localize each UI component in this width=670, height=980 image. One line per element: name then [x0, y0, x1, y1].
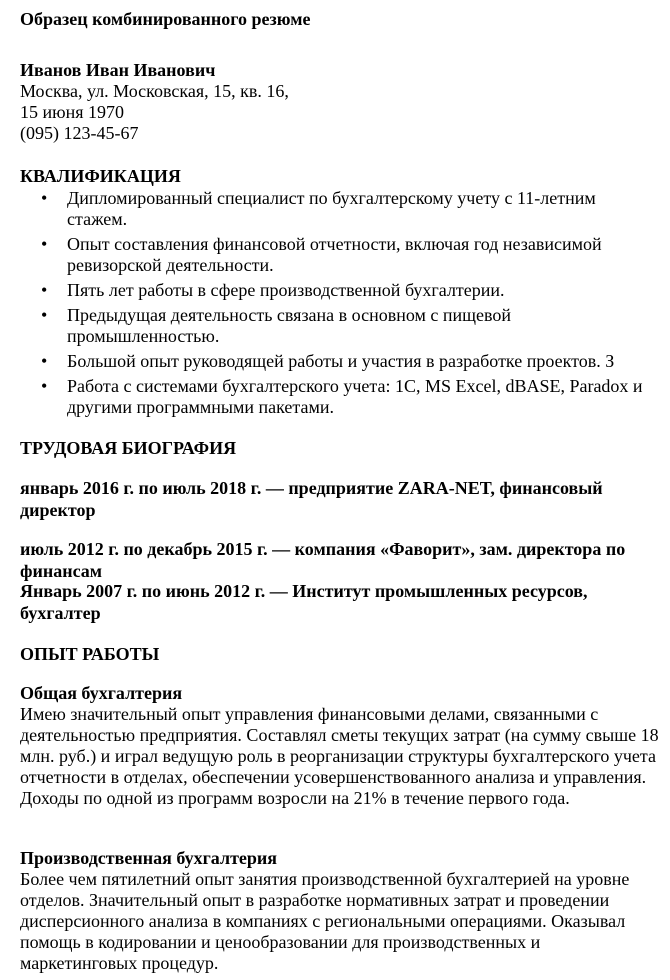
- document-title: Образец комбинированного резюме: [20, 9, 311, 29]
- address: Москва, ул. Московская, 15, кв. 16,: [20, 81, 289, 101]
- qualification-list: [20, 188, 650, 422]
- experience-heading: ОПЫТ РАБОТЫ: [20, 644, 160, 664]
- biography-entry: январь 2016 г. по июль 2018 г. — предприятие ZARA-NET, финансовый директор: [20, 478, 603, 520]
- personal-info: [20, 60, 289, 144]
- qualification-item: • Пять лет работы в сфере производственной бухгалтерии.: [20, 280, 650, 301]
- full-name: Иванов Иван Иванович: [20, 60, 216, 80]
- qualification-item: • Большой опыт руководящей работы и участия в разработке проектов. З: [20, 351, 650, 372]
- experience-subtitle-production: Производственная бухгалтерия: [20, 848, 278, 868]
- qualification-heading: КВАЛИФИКАЦИЯ: [20, 166, 181, 186]
- qualification-item: • Дипломированный специалист по бухгалтерскому учету с 11-летним стажем.: [20, 188, 650, 230]
- qualification-item: • Предыдущая деятельность связана в основном с пищевой промышленностью.: [20, 305, 650, 347]
- experience-subtitle-general: Общая бухгалтерия: [20, 683, 183, 703]
- birthdate: 15 июня 1970: [20, 102, 124, 122]
- biography-heading: ТРУДОВАЯ БИОГРАФИЯ: [20, 438, 237, 458]
- experience-text-production: Более чем пятилетний опыт занятия производственной бухгалтерией на уровне отделов. Значительный опыт в разработке нормативных затрат и проведении дисперсионного анализа в компаниях с региональными операциями. Оказывал помощь в кодировании и ценообразовании для производственных и маркетинговых процедур.: [20, 869, 630, 973]
- qualification-item: • Опыт составления финансовой отчетности, включая год независимой ревизорской деятельности.: [20, 234, 650, 276]
- qualification-item: • Работа с системами бухгалтерского учета: 1С, MS Excel, dBASE, Paradox и другими программными пакетами.: [20, 376, 650, 418]
- biography-entry: июль 2012 г. по декабрь 2015 г. — компания «Фаворит», зам. директора по финансам: [20, 539, 626, 581]
- phone: (095) 123-45-67: [20, 123, 139, 143]
- biography-entry: Январь 2007 г. по июнь 2012 г. — Институт промышленных ресурсов, бухгалтер: [20, 581, 588, 623]
- experience-text-general: Имею значительный опыт управления финансовыми делами, связанными с деятельностью предприятия. Составлял сметы текущих затрат (на сумму свыше 18 млн. руб.) и играл ведущую роль в реорганизации структуры бухгалтерского учета отчетности в отделах, обеспечении усовершенствованного анализа и управления. Доходы по одной из программ возросли на 21% в течение первого года.: [20, 704, 659, 808]
